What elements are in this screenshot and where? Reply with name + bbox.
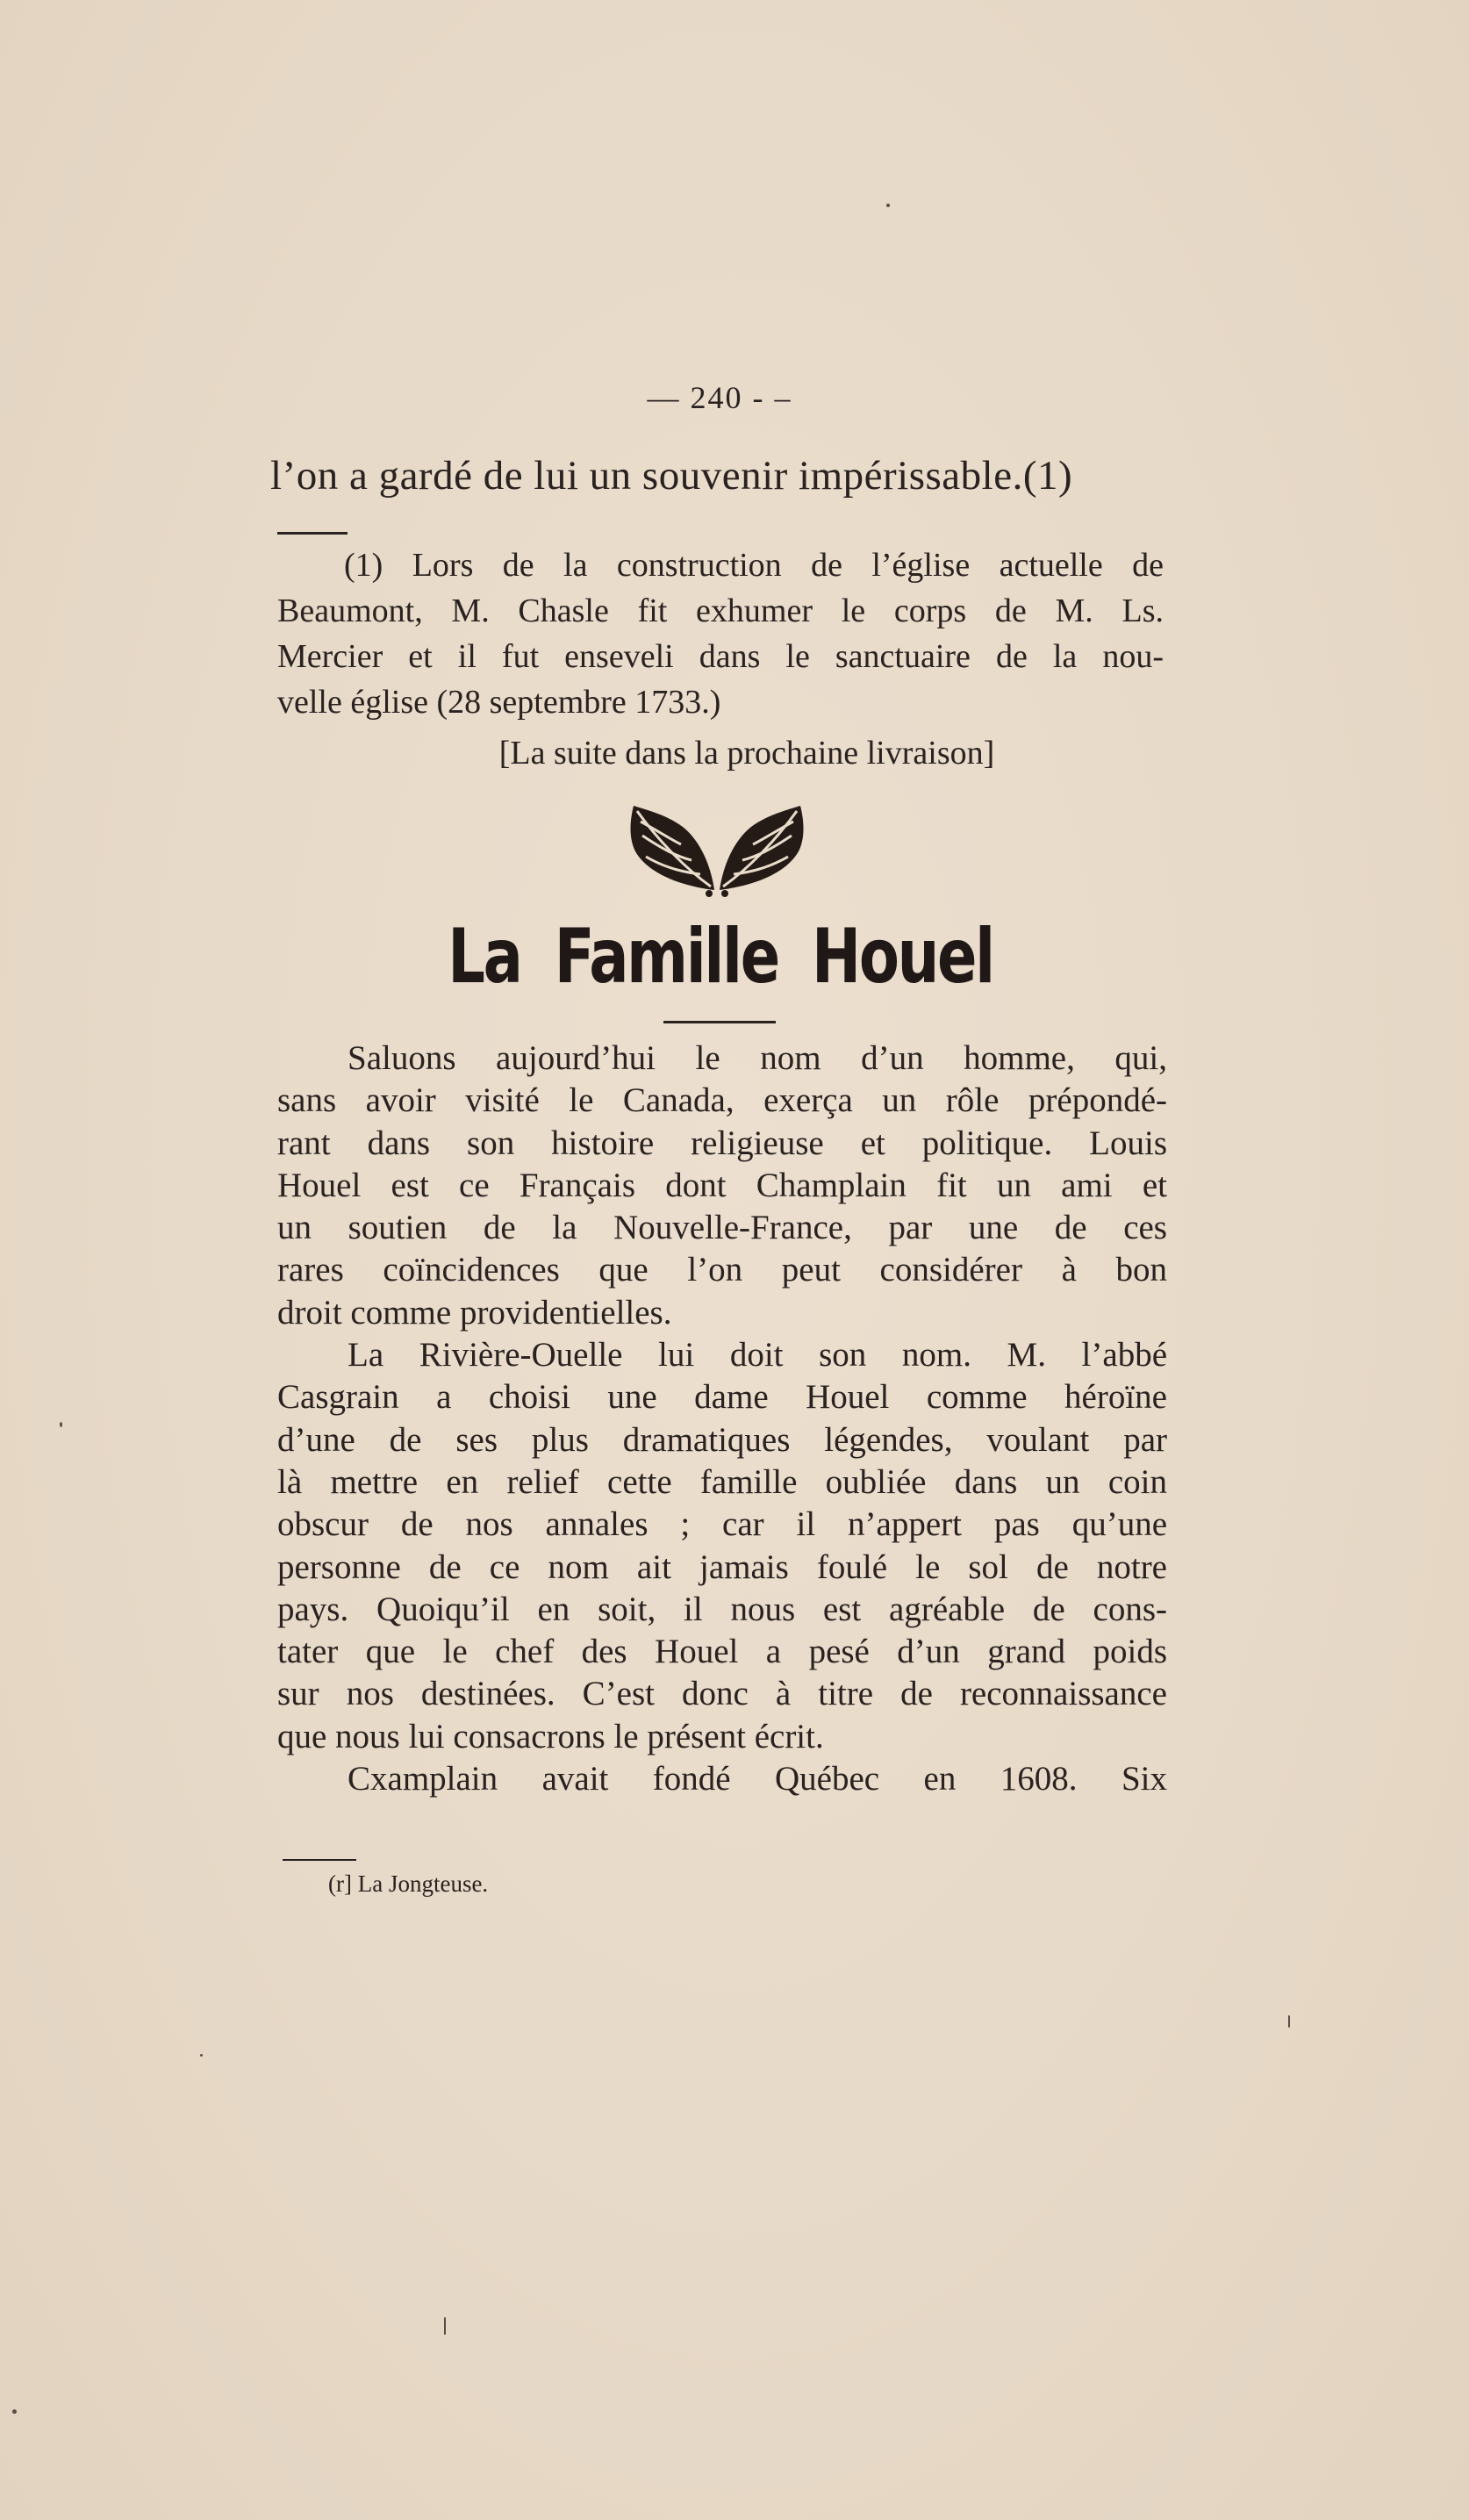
body-line: Cxamplain avait fondé Québec en 1608. Six — [348, 1760, 1167, 1798]
body-line: rares coïncidences que l’on peut considérer à bon — [277, 1251, 1167, 1289]
carry-over-line: l’on a gardé de lui un souvenir impérissable.(1) — [270, 453, 1073, 499]
body-line: pays. Quoiqu’il en soit, il nous est agréable de cons- — [277, 1590, 1167, 1628]
footnote-1-line: (1) Lors de la construction de l’église actuelle de — [344, 547, 1164, 584]
footnote-1-line: Mercier et il fut enseveli dans le sanctuaire de la nou- — [277, 638, 1164, 675]
body-line: sans avoir visité le Canada, exerça un rôle prépondé- — [277, 1081, 1167, 1120]
body-line: Houel est ce Français dont Champlain fit un ami et — [277, 1166, 1167, 1204]
body-line: La Rivière-Ouelle lui doit son nom. M. l’abbé — [348, 1336, 1167, 1375]
article-title: La Famille Houel — [448, 913, 993, 1001]
body-line: obscur de nos annales ; car il n’appert pas qu’une — [277, 1505, 1167, 1544]
paper-speck — [200, 2054, 203, 2057]
body-line: sur nos destinées. C’est donc à titre de reconnaissance — [277, 1675, 1167, 1713]
footnote-1-line: Beaumont, M. Chasle fit exhumer le corps de M. Ls. — [277, 592, 1164, 629]
continuation-note: [La suite dans la prochaine livraison] — [498, 735, 995, 772]
paper-speck — [1288, 2015, 1290, 2028]
paper-speck — [60, 1422, 62, 1427]
page-number: — 240 - – — [647, 380, 792, 415]
footnote-2: (r] La Jongteuse. — [328, 1870, 489, 1897]
body-line: personne de ce nom ait jamais foulé le sol de notre — [277, 1547, 1167, 1586]
paper-speck — [12, 2409, 17, 2414]
footnote-rule — [277, 532, 348, 535]
body-line: là mettre en relief cette famille oubliée dans un coin — [277, 1462, 1167, 1501]
body-line: rant dans son histoire religieuse et politique. Louis — [277, 1124, 1167, 1162]
body-line: un soutien de la Nouvelle-France, par une de ces — [277, 1209, 1167, 1247]
footnote-2-rule — [283, 1859, 356, 1861]
article-body — [277, 1037, 1167, 1800]
body-line: d’une de ses plus dramatiques légendes, voulant par — [277, 1420, 1167, 1459]
body-line: Saluons aujourd’hui le nom d’un homme, qui, — [348, 1039, 1167, 1077]
body-line: Casgrain a choisi une dame Houel comme héroïne — [277, 1378, 1167, 1417]
body-line: que nous lui consacrons le présent écrit. — [277, 1717, 824, 1755]
body-line: droit comme providentielles. — [277, 1293, 672, 1332]
paper-speck — [444, 2317, 446, 2335]
footnote-1-line: velle église (28 septembre 1733.) — [277, 684, 721, 721]
body-line: tater que le chef des Houel a pesé d’un grand poids — [277, 1633, 1167, 1671]
footnote-1 — [277, 542, 1164, 725]
leaf-ornament-icon — [625, 799, 809, 901]
paper-speck — [886, 204, 890, 207]
title-rule — [663, 1021, 776, 1023]
